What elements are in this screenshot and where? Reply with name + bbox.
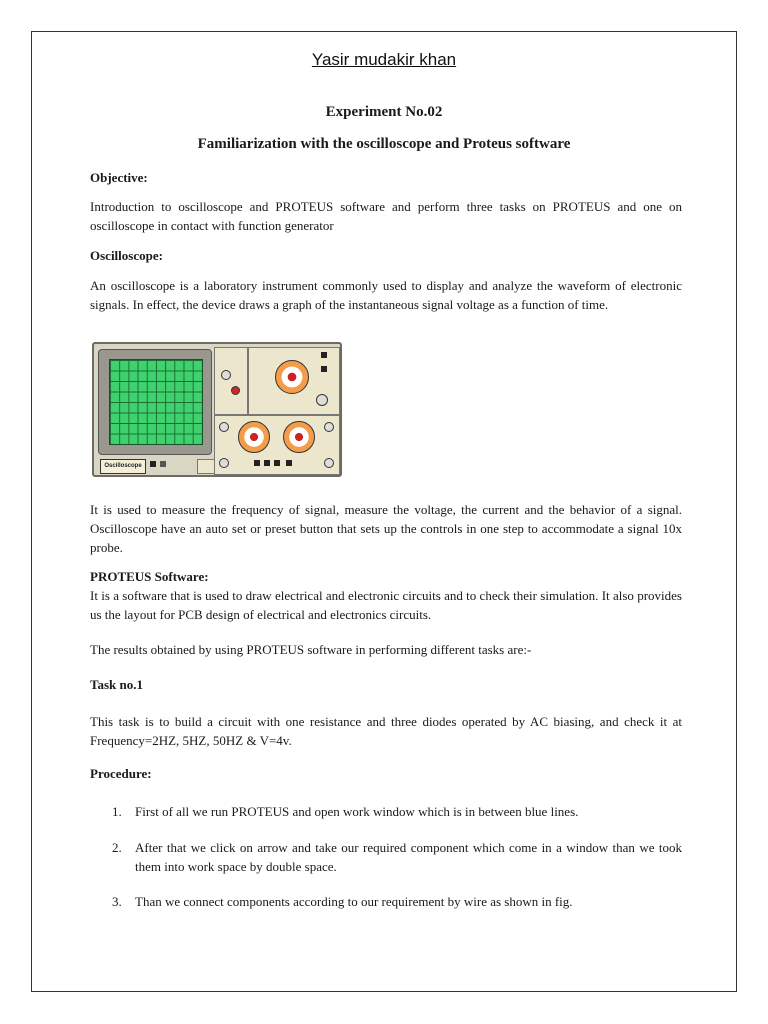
- step-text: After that we click on arrow and take our required component which come in a window than we took them into work space by double space.: [135, 840, 682, 874]
- objective-text: Introduction to oscilloscope and PROTEUS software and perform three tasks on PROTEUS and one on oscilloscope in contact with function generator: [90, 199, 682, 233]
- ch2-position-knob-icon: [324, 422, 334, 432]
- task-heading: Task no.1: [90, 677, 143, 692]
- ch2-volts-dial-icon: [283, 421, 315, 453]
- experiment-subtitle: Familiarization with the oscilloscope and Proteus software: [197, 136, 571, 152]
- trigger-knob-icon: [316, 394, 328, 406]
- power-button: [150, 461, 156, 467]
- oscilloscope-screen: [109, 359, 203, 445]
- oscilloscope-usage-text: It is used to measure the frequency of signal, measure the voltage, the current and the behavior of a signal. Oscilloscope have an auto set or preset button that sets up the controls in one step to accommodate a signal 10x probe.: [90, 502, 682, 555]
- channel-panel: [214, 415, 340, 475]
- hold-button: [321, 366, 327, 372]
- focus-knob-icon: [231, 386, 240, 395]
- mode-button-4: [286, 460, 292, 466]
- proteus-heading: PROTEUS Software:: [90, 569, 209, 584]
- ch1-input-icon: [219, 458, 229, 468]
- mode-button-1: [254, 460, 260, 466]
- intensity-knob-icon: [221, 370, 231, 380]
- step-number: 2.: [112, 840, 122, 855]
- oscilloscope-label: Oscilloscope: [100, 459, 146, 474]
- task-text: This task is to build a circuit with one resistance and three diodes operated by AC biasing, and check it at Frequency=2HZ, 5HZ, 50HZ & V=4v.: [90, 714, 682, 748]
- oscilloscope-text: An oscilloscope is a laboratory instrument commonly used to display and analyze the waveform of electronic signals. In effect, the device draws a graph of the instantaneous signal voltage as a function of time.: [90, 278, 682, 312]
- procedure-step: [112, 838, 682, 876]
- intensity-button: [160, 461, 166, 467]
- screen-bezel: [98, 349, 212, 455]
- step-text: Than we connect components according to our requirement by wire as shown in fig.: [135, 894, 573, 909]
- objective-heading: Objective:: [90, 170, 148, 185]
- mode-button-3: [274, 460, 280, 466]
- ch1-volts-dial-icon: [238, 421, 270, 453]
- control-panel-left: [214, 347, 248, 415]
- procedure-heading: Procedure:: [90, 766, 152, 781]
- oscilloscope-image: [92, 342, 342, 477]
- timebase-dial-icon: [275, 360, 309, 394]
- step-number: 3.: [112, 894, 122, 909]
- proteus-text: It is a software that is used to draw electrical and electronic circuits and to check their simulation. It also provides us the layout for PCB design of electrical and electronics circuits.: [90, 588, 682, 622]
- experiment-title: Experiment No.02: [325, 104, 443, 120]
- ch2-input-icon: [324, 458, 334, 468]
- author-name: Yasir mudakir khan: [311, 50, 457, 69]
- procedure-step: [112, 892, 682, 911]
- procedure-step: [112, 802, 682, 821]
- step-text: First of all we run PROTEUS and open work window which is in between blue lines.: [135, 804, 579, 819]
- step-number: 1.: [112, 804, 122, 819]
- trigger-button: [321, 352, 327, 358]
- results-text: The results obtained by using PROTEUS software in performing different tasks are:-: [90, 642, 532, 657]
- ch1-position-knob-icon: [219, 422, 229, 432]
- mode-button-2: [264, 460, 270, 466]
- oscilloscope-heading: Oscilloscope:: [90, 248, 163, 263]
